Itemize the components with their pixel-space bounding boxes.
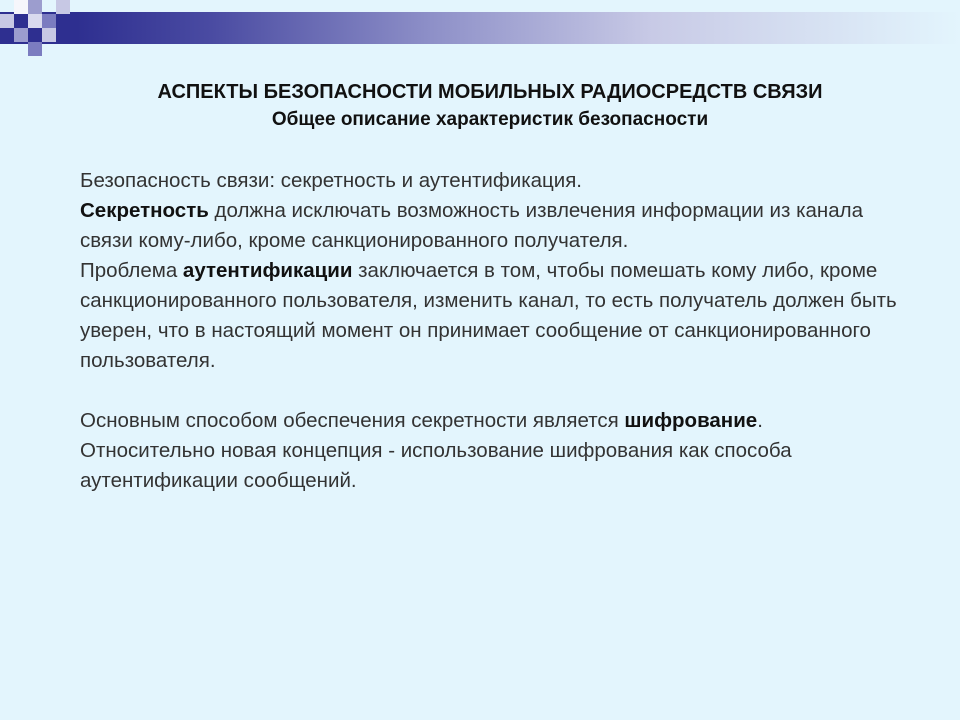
square-decoration — [56, 0, 70, 14]
term-encryption: шифрование — [624, 409, 758, 432]
paragraph-authentication-text: заключается в том, чтобы помешать кому либо, кроме санкционированного пользователя, изменить канал, то есть получатель должен быть уверен, что в настоящий момент он принимает сообщение от санкционированного пользователя. — [80, 259, 897, 372]
paragraph-encryption — [80, 406, 900, 436]
paragraph-new-concept: Относительно новая концепция - использование шифрования как способа аутентификации сообщений. — [80, 439, 792, 492]
paragraph-authentication — [80, 256, 900, 376]
square-decoration — [0, 14, 14, 28]
slide-body — [80, 166, 900, 496]
term-secrecy: Секретность — [80, 199, 209, 222]
paragraph-spacer — [80, 376, 900, 406]
paragraph-authentication-start: Проблема — [80, 259, 183, 282]
paragraph-security-intro: Безопасность связи: секретность и аутентификация. — [80, 169, 582, 192]
square-decoration — [28, 14, 42, 28]
square-decoration — [28, 0, 42, 14]
square-decoration — [42, 28, 56, 42]
square-decoration — [28, 42, 42, 56]
square-decoration — [14, 28, 28, 42]
decorative-squares — [0, 0, 80, 60]
slide-subtitle: Общее описание характеристик безопасности — [271, 109, 709, 130]
square-decoration — [14, 0, 28, 14]
slide-content — [80, 78, 900, 496]
term-authentication: аутентификации — [182, 259, 353, 282]
header-gradient-bar — [0, 12, 960, 44]
square-decoration — [42, 14, 56, 28]
paragraph-encryption-start: Основным способом обеспечения секретности является — [80, 409, 625, 432]
paragraph-encryption-end: . — [757, 409, 763, 432]
paragraph-secrecy-text: должна исключать возможность извлечения информации из канала связи кому-либо, кроме санкционированного получателя. — [80, 199, 864, 252]
slide-title: АСПЕКТЫ БЕЗОПАСНОСТИ МОБИЛЬНЫХ РАДИОСРЕДСТВ СВЯЗИ — [157, 81, 823, 103]
paragraph-secrecy — [80, 196, 900, 256]
